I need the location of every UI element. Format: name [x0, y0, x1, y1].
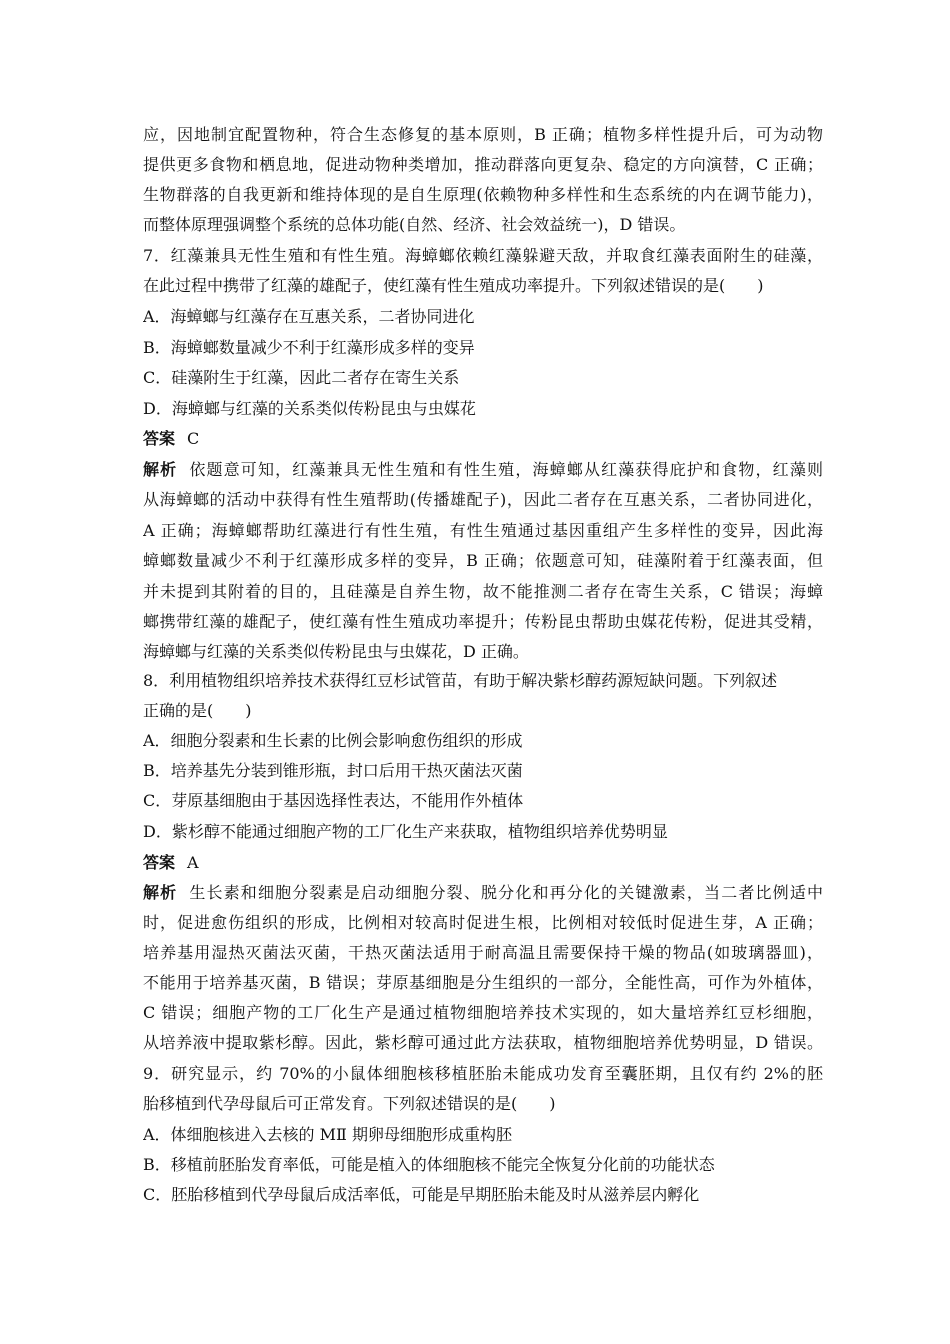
q8-stem-line: 正确的是( ): [143, 701, 252, 720]
q8-analysis-line: 不能用于培养基灭菌，B 错误；芽原基细胞是分生组织的一部分，全能性高，可作为外植体，: [143, 973, 823, 992]
q7-option-d: D．海蟑螂与红藻的关系类似传粉昆虫与虫媒花: [143, 399, 476, 418]
q8-stem-line: 8．利用植物组织培养技术获得红豆杉试管苗，有助于解决紫杉醇药源短缺问题。下列叙述: [143, 671, 778, 690]
q9-stem-line: 9．研究显示，约 70%的小鼠体细胞核移植胚胎未能成功发育至囊胚期，且仅有约 2%的胚: [143, 1064, 823, 1083]
q7-option-a: A．海蟑螂与红藻存在互惠关系，二者协同进化: [143, 307, 475, 326]
answer-label: 答案: [143, 429, 176, 448]
q7-analysis-line: A 正确；海蟑螂帮助红藻进行有性生殖，有性生殖通过基因重组产生多样性的变异，因此海: [143, 521, 823, 540]
q8-answer: [143, 852, 823, 874]
q7-answer-value: C: [187, 429, 200, 448]
q7-option-b: B．海蟑螂数量减少不利于红藻形成多样的变异: [143, 338, 475, 357]
q7-analysis-line: [143, 459, 823, 481]
prev-analysis-line: 而整体原理强调整个系统的总体功能(自然、经济、社会效益统一)，D 错误。: [143, 215, 686, 234]
q7-answer: [143, 428, 823, 450]
q7-analysis-line: 蟑螂数量减少不利于红藻形成多样的变异，B 正确；依题意可知，硅藻附着于红藻表面，但: [143, 551, 823, 570]
q9-option-a: A．体细胞核进入去核的 MⅡ 期卵母细胞形成重构胚: [143, 1125, 512, 1144]
q8-analysis-line: 时，促进愈伤组织的形成，比例相对较高时促进生根，比例相对较低时促进生芽，A 正确；: [143, 913, 823, 932]
q8-option-d: D．紫杉醇不能通过细胞产物的工厂化生产来获取，植物组织培养优势明显: [143, 822, 668, 841]
q7-analysis-line: 并未提到其附着的目的，且硅藻是自养生物，故不能推测二者存在寄生关系，C 错误；海蟑: [143, 582, 823, 601]
q8-analysis-line: C 错误；细胞产物的工厂化生产是通过植物细胞培养技术实现的，如大量培养红豆杉细胞，: [143, 1003, 823, 1022]
analysis-label: 解析: [143, 883, 178, 902]
q7-option-c: C．硅藻附生于红藻，因此二者存在寄生关系: [143, 368, 460, 387]
q7-analysis-line: 海蟑螂与红藻的关系类似传粉昆虫与虫媒花，D 正确。: [143, 642, 529, 661]
q7-stem-line: 7．红藻兼具无性生殖和有性生殖。海蟑螂依赖红藻躲避天敌，并取食红藻表面附生的硅藻，: [143, 246, 823, 265]
q9-stem-line: 胎移植到代孕母鼠后可正常发育。下列叙述错误的是( ): [143, 1094, 556, 1113]
prev-analysis-line: 生物群落的自我更新和维持体现的是自生原理(依赖物种多样性和生态系统的内在调节能力)，: [143, 185, 823, 204]
prev-analysis-line: 应，因地制宜配置物种，符合生态修复的基本原则，B 正确；植物多样性提升后，可为动物: [143, 125, 823, 144]
q8-option-b: B．培养基先分装到锥形瓶，封口后用干热灭菌法灭菌: [143, 761, 523, 780]
q9-option-b: B．移植前胚胎发育率低，可能是植入的体细胞核不能完全恢复分化前的功能状态: [143, 1155, 715, 1174]
q8-option-c: C．芽原基细胞由于基因选择性表达，不能用作外植体: [143, 791, 524, 810]
q8-analysis-line: 培养基用湿热灭菌法灭菌，干热灭菌法适用于耐高温且需要保持干燥的物品(如玻璃器皿)，: [143, 943, 823, 962]
answer-label: 答案: [143, 853, 176, 872]
q8-answer-value: A: [187, 853, 199, 872]
q7-stem-line: 在此过程中携带了红藻的雄配子，使红藻有性生殖成功率提升。下列叙述错误的是( ): [143, 276, 764, 295]
q9-option-c: C．胚胎移植到代孕母鼠后成活率低，可能是早期胚胎未能及时从滋养层内孵化: [143, 1185, 700, 1204]
q8-analysis-line: [143, 882, 823, 904]
q8-option-a: A．细胞分裂素和生长素的比例会影响愈伤组织的形成: [143, 731, 523, 750]
q8-analysis-text: 生长素和细胞分裂素是启动细胞分裂、脱分化和再分化的关键激素，当二者比例适中: [189, 883, 823, 902]
q8-analysis-line: 从培养液中提取紫杉醇。因此，紫杉醇可通过此方法获取，植物细胞培养优势明显，D 错误。: [143, 1033, 823, 1052]
q7-analysis-text: 依题意可知，红藻兼具无性生殖和有性生殖，海蟑螂从红藻获得庇护和食物，红藻则: [189, 460, 823, 479]
q7-analysis-line: 螂携带红藻的雄配子，使红藻有性生殖成功率提升；传粉昆虫帮助虫媒花传粉，促进其受精，: [143, 612, 823, 631]
prev-analysis-line: 提供更多食物和栖息地，促进动物种类增加，推动群落向更复杂、稳定的方向演替，C 正确；: [143, 155, 823, 174]
analysis-label: 解析: [143, 460, 178, 479]
q7-analysis-line: 从海蟑螂的活动中获得有性生殖帮助(传播雄配子)，因此二者存在互惠关系，二者协同进化，: [143, 490, 823, 509]
